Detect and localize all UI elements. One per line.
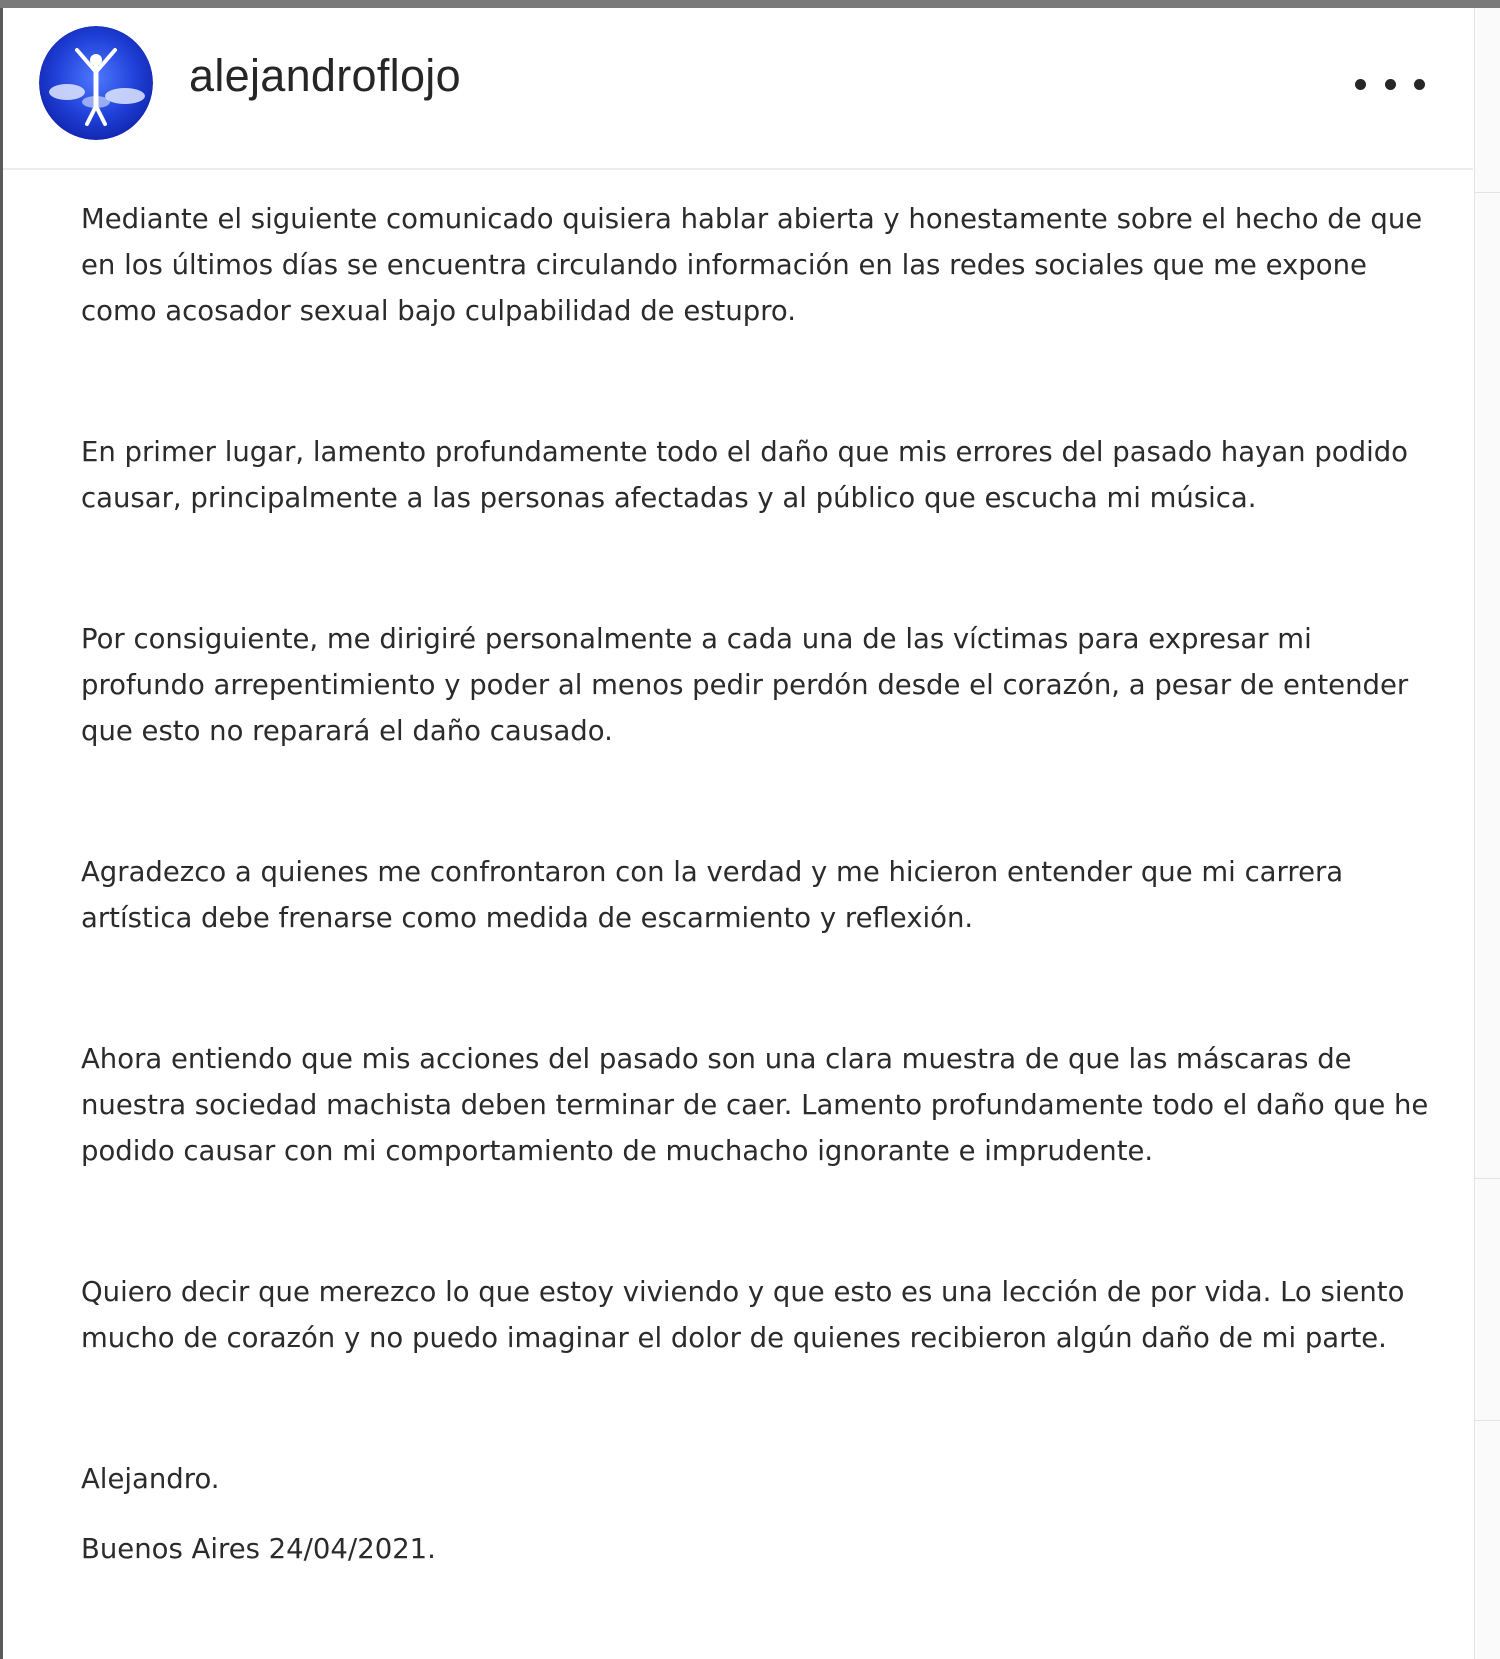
panel-divider [1475,192,1500,193]
instagram-post [3,8,1473,1659]
caption-paragraph: Mediante el siguiente comunicado quisiera hablar abierta y honestamente sobre el hecho de que en los últimos días se encuentra circulando información en las redes sociales que me expone como acosador sexual bajo culpabilidad de estupro. [81,203,1423,327]
ellipsis-horizontal-icon [1414,79,1425,90]
panel-divider [1475,1178,1500,1179]
post-header [3,8,1473,170]
caption-signature: Alejandro. [81,1463,220,1495]
window-top-border [0,0,1500,8]
panel-divider [1475,1420,1500,1421]
profile-avatar-icon[interactable] [39,26,153,140]
post-caption [81,196,1431,1572]
caption-paragraph: Ahora entiendo que mis acciones del pasado son una clara muestra de que las máscaras de nuestra sociedad machista deben terminar de caer. Lamento profundamente todo el daño que he podido causar con mi comportamiento de muchacho ignorante e imprudente. [81,1043,1429,1167]
caption-paragraph: Por consiguiente, me dirigiré personalmente a cada una de las víctimas para expresar mi profundo arrepentimiento y poder al menos pedir perdón desde el corazón, a pesar de entender que esto no reparará el daño causado. [81,623,1409,747]
caption-paragraph: En primer lugar, lamento profundamente todo el daño que mis errores del pasado hayan podido causar, principalmente a las personas afectadas y al público que escucha mi música. [81,436,1408,514]
caption-location-date: Buenos Aires 24/04/2021. [81,1533,436,1565]
post-username[interactable]: alejandroflojo [189,50,461,101]
caption-paragraph: Agradezco a quienes me confrontaron con la verdad y me hicieron entender que mi carrera artística debe frenarse como medida de escarmiento y reflexión. [81,856,1344,934]
adjacent-panel [1474,8,1500,1659]
more-options-button[interactable] [1355,64,1425,104]
caption-paragraph: Quiero decir que merezco lo que estoy viviendo y que esto es una lección de por vida. Lo siento mucho de corazón y no puedo imaginar el dolor de quienes recibieron algún daño de mi parte. [81,1276,1405,1354]
ellipsis-horizontal-icon [1385,79,1396,90]
ellipsis-horizontal-icon [1355,79,1366,90]
